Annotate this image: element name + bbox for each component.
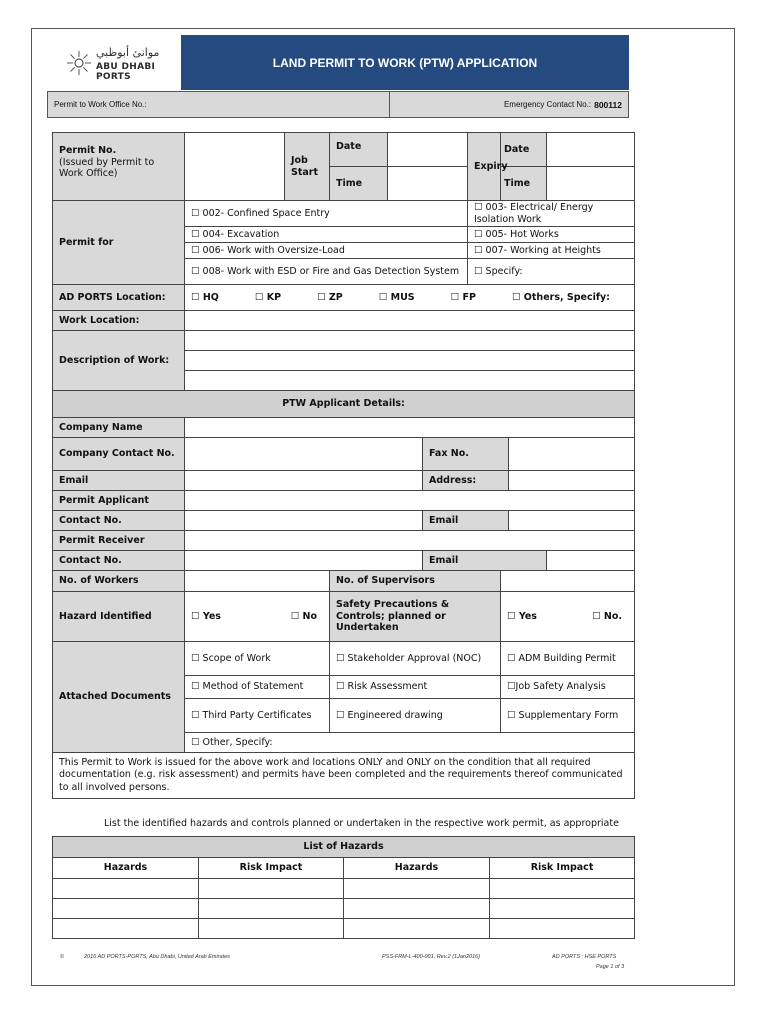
permit-option-007[interactable]: ☐ 007- Working at Heights — [468, 243, 635, 259]
hazard-no-checkbox[interactable]: ☐ No — [290, 610, 317, 622]
logo-arabic-text: موانئ أبوظبي — [96, 46, 160, 59]
location-option-hq[interactable]: ☐ HQ — [191, 291, 219, 303]
location-option-kp[interactable]: ☐ KP — [254, 291, 282, 303]
permit-option-specify[interactable]: ☐ Specify: — [468, 259, 635, 285]
risk-impact-cell[interactable] — [490, 899, 635, 919]
description-line-1[interactable] — [185, 331, 635, 351]
permit-receiver-field[interactable] — [185, 531, 635, 551]
permit-no-note: (Issued by Permit to Work Office) — [59, 156, 155, 180]
hazards-header-2: Hazards — [344, 858, 490, 879]
safety-precautions-label: Safety Precautions & Controls; planned or Undertaken — [330, 592, 501, 642]
footer-company: 2016 AD PORTS-PORTS, Abu Dhabi, United Arab Emirates — [84, 954, 230, 960]
doc-scope-of-work[interactable]: ☐ Scope of Work — [185, 642, 330, 676]
emergency-contact-cell — [390, 92, 628, 117]
risk-impact-cell[interactable] — [199, 899, 344, 919]
doc-job-safety-analysis[interactable]: ☐Job Safety Analysis — [501, 676, 635, 699]
hazard-cell[interactable] — [344, 879, 490, 899]
footer-document-ref: PSS-FRM-L-400-001, Rev.2 (1Jan2016) — [382, 954, 481, 960]
risk-impact-cell[interactable] — [199, 879, 344, 899]
hazard-cell[interactable] — [344, 899, 490, 919]
office-contact-row — [47, 91, 629, 118]
hazard-cell[interactable] — [53, 899, 199, 919]
address-label: Address: — [423, 471, 509, 491]
doc-risk-assessment[interactable]: ☐ Risk Assessment — [330, 676, 501, 699]
location-option-mus[interactable]: ☐ MUS — [378, 291, 415, 303]
footer-copyright-symbol: © — [60, 954, 65, 960]
risk-impact-header-1: Risk Impact — [199, 858, 344, 879]
fax-label: Fax No. — [423, 438, 509, 471]
hazards-caption: List the identified hazards and controls planned or undertaken in the respective work permit, as appropriate — [104, 818, 619, 829]
work-location-label: Work Location: — [53, 311, 185, 331]
safety-options — [501, 592, 635, 642]
risk-impact-header-2: Risk Impact — [490, 858, 635, 879]
location-option-others[interactable]: ☐ Others, Specify: — [511, 291, 610, 303]
emergency-contact-label: Emergency Contact No.: — [503, 100, 592, 109]
permit-option-003[interactable]: ☐ 003- Electrical/ Energy Isolation Work — [468, 201, 635, 227]
email-label: Email — [53, 471, 185, 491]
hazard-cell[interactable] — [344, 919, 490, 939]
permit-option-004[interactable]: ☐ 004- Excavation — [185, 227, 468, 243]
permit-option-008[interactable]: ☐ 008- Work with ESD or Fire and Gas Detection System — [185, 259, 468, 285]
expiry-label: Expiry — [468, 133, 501, 201]
expiry-time-field[interactable] — [547, 167, 635, 201]
start-time-field[interactable] — [388, 167, 468, 201]
hazards-table-title: List of Hazards — [53, 837, 635, 858]
supervisors-field[interactable] — [501, 571, 635, 592]
permit-applicant-field[interactable] — [185, 491, 635, 511]
doc-stakeholder-approval[interactable]: ☐ Stakeholder Approval (NOC) — [330, 642, 501, 676]
description-label: Description of Work: — [53, 331, 185, 391]
company-name-field[interactable] — [185, 418, 635, 438]
safety-yes-checkbox[interactable]: ☐ Yes — [507, 610, 537, 622]
company-contact-field[interactable] — [185, 438, 423, 471]
permit-for-label: Permit for — [53, 201, 185, 285]
applicant-email-field[interactable] — [509, 511, 635, 531]
risk-impact-cell[interactable] — [490, 919, 635, 939]
doc-engineered-drawing[interactable]: ☐ Engineered drawing — [330, 699, 501, 733]
doc-method-statement[interactable]: ☐ Method of Statement — [185, 676, 330, 699]
permit-office-label: Permit to Work Office No.: — [54, 100, 147, 109]
footer-department: AD PORTS : HSE PORTS — [552, 954, 617, 960]
start-date-field[interactable] — [388, 133, 468, 167]
attached-documents-label: Attached Documents — [53, 642, 185, 753]
date-label: Date — [330, 133, 388, 167]
table-row — [53, 879, 635, 899]
address-field[interactable] — [509, 471, 635, 491]
permit-option-005[interactable]: ☐ 005- Hot Works — [468, 227, 635, 243]
doc-other-specify[interactable]: ☐ Other, Specify: — [185, 733, 635, 753]
doc-adm-building-permit[interactable]: ☐ ADM Building Permit — [501, 642, 635, 676]
workers-label: No. of Workers — [53, 571, 185, 592]
permit-option-006[interactable]: ☐ 006- Work with Oversize-Load — [185, 243, 468, 259]
table-row — [53, 899, 635, 919]
hazard-yes-checkbox[interactable]: ☐ Yes — [191, 610, 221, 622]
permit-option-002[interactable]: ☐ 002- Confined Space Entry — [185, 201, 468, 227]
permit-no-label: Permit No. — [59, 145, 117, 156]
form-title: LAND PERMIT TO WORK (PTW) APPLICATION — [181, 35, 629, 90]
description-line-3[interactable] — [185, 371, 635, 391]
permit-office-no-field[interactable] — [48, 92, 390, 117]
location-option-fp[interactable]: ☐ FP — [450, 291, 476, 303]
expiry-time-label: Time — [501, 167, 547, 201]
permit-no-field[interactable] — [185, 133, 285, 201]
table-row — [53, 919, 635, 939]
work-location-field[interactable] — [185, 311, 635, 331]
company-contact-label: Company Contact No. — [53, 438, 185, 471]
location-label: AD PORTS Location: — [53, 285, 185, 311]
supervisors-label: No. of Supervisors — [330, 571, 501, 592]
receiver-email-field[interactable] — [547, 551, 635, 571]
hazards-table — [52, 836, 635, 939]
permit-form-table — [52, 132, 635, 799]
receiver-email-label: Email — [423, 551, 547, 571]
logo-english-text: ABU DHABI PORTS — [96, 62, 156, 82]
doc-supplementary-form[interactable]: ☐ Supplementary Form — [501, 699, 635, 733]
location-option-zp[interactable]: ☐ ZP — [317, 291, 343, 303]
job-start-label: Job Start — [285, 133, 330, 201]
risk-impact-cell[interactable] — [490, 879, 635, 899]
abu-dhabi-ports-logo — [62, 44, 180, 84]
location-options — [185, 285, 635, 311]
applicant-contact-label: Contact No. — [53, 511, 185, 531]
description-line-2[interactable] — [185, 351, 635, 371]
applicant-email-label: Email — [423, 511, 509, 531]
expiry-date-field[interactable] — [547, 133, 635, 167]
hazard-options — [185, 592, 330, 642]
fax-field[interactable] — [509, 438, 635, 471]
hazard-cell[interactable] — [53, 919, 199, 939]
permit-receiver-label: Permit Receiver — [53, 531, 185, 551]
hazard-cell[interactable] — [53, 879, 199, 899]
risk-impact-cell[interactable] — [199, 919, 344, 939]
emergency-contact-number: 800112 — [594, 99, 622, 110]
workers-field[interactable] — [185, 571, 330, 592]
hazards-header-1: Hazards — [53, 858, 199, 879]
footer-page-number: Page 1 of 3 — [596, 964, 625, 970]
receiver-contact-label: Contact No. — [53, 551, 185, 571]
time-label: Time — [330, 167, 388, 201]
doc-third-party-certificates[interactable]: ☐ Third Party Certificates — [185, 699, 330, 733]
expiry-date-label: Date — [501, 133, 547, 167]
permit-applicant-label: Permit Applicant — [53, 491, 185, 511]
applicant-section-header: PTW Applicant Details: — [53, 391, 635, 418]
permit-no-label-cell — [53, 133, 185, 201]
ports-emblem-icon — [66, 50, 92, 76]
permit-conditions-note: This Permit to Work is issued for the above work and locations ONLY and ONLY on the condition that all required documentation (e.g. risk assessment) and permits have been completed and the requirements thereof communicated to all involved persons. — [53, 753, 635, 799]
company-name-label: Company Name — [53, 418, 185, 438]
hazard-identified-label: Hazard Identified — [53, 592, 185, 642]
receiver-contact-field[interactable] — [185, 551, 423, 571]
email-field[interactable] — [185, 471, 423, 491]
applicant-contact-field[interactable] — [185, 511, 423, 531]
safety-no-checkbox[interactable]: ☐ No. — [592, 610, 622, 622]
